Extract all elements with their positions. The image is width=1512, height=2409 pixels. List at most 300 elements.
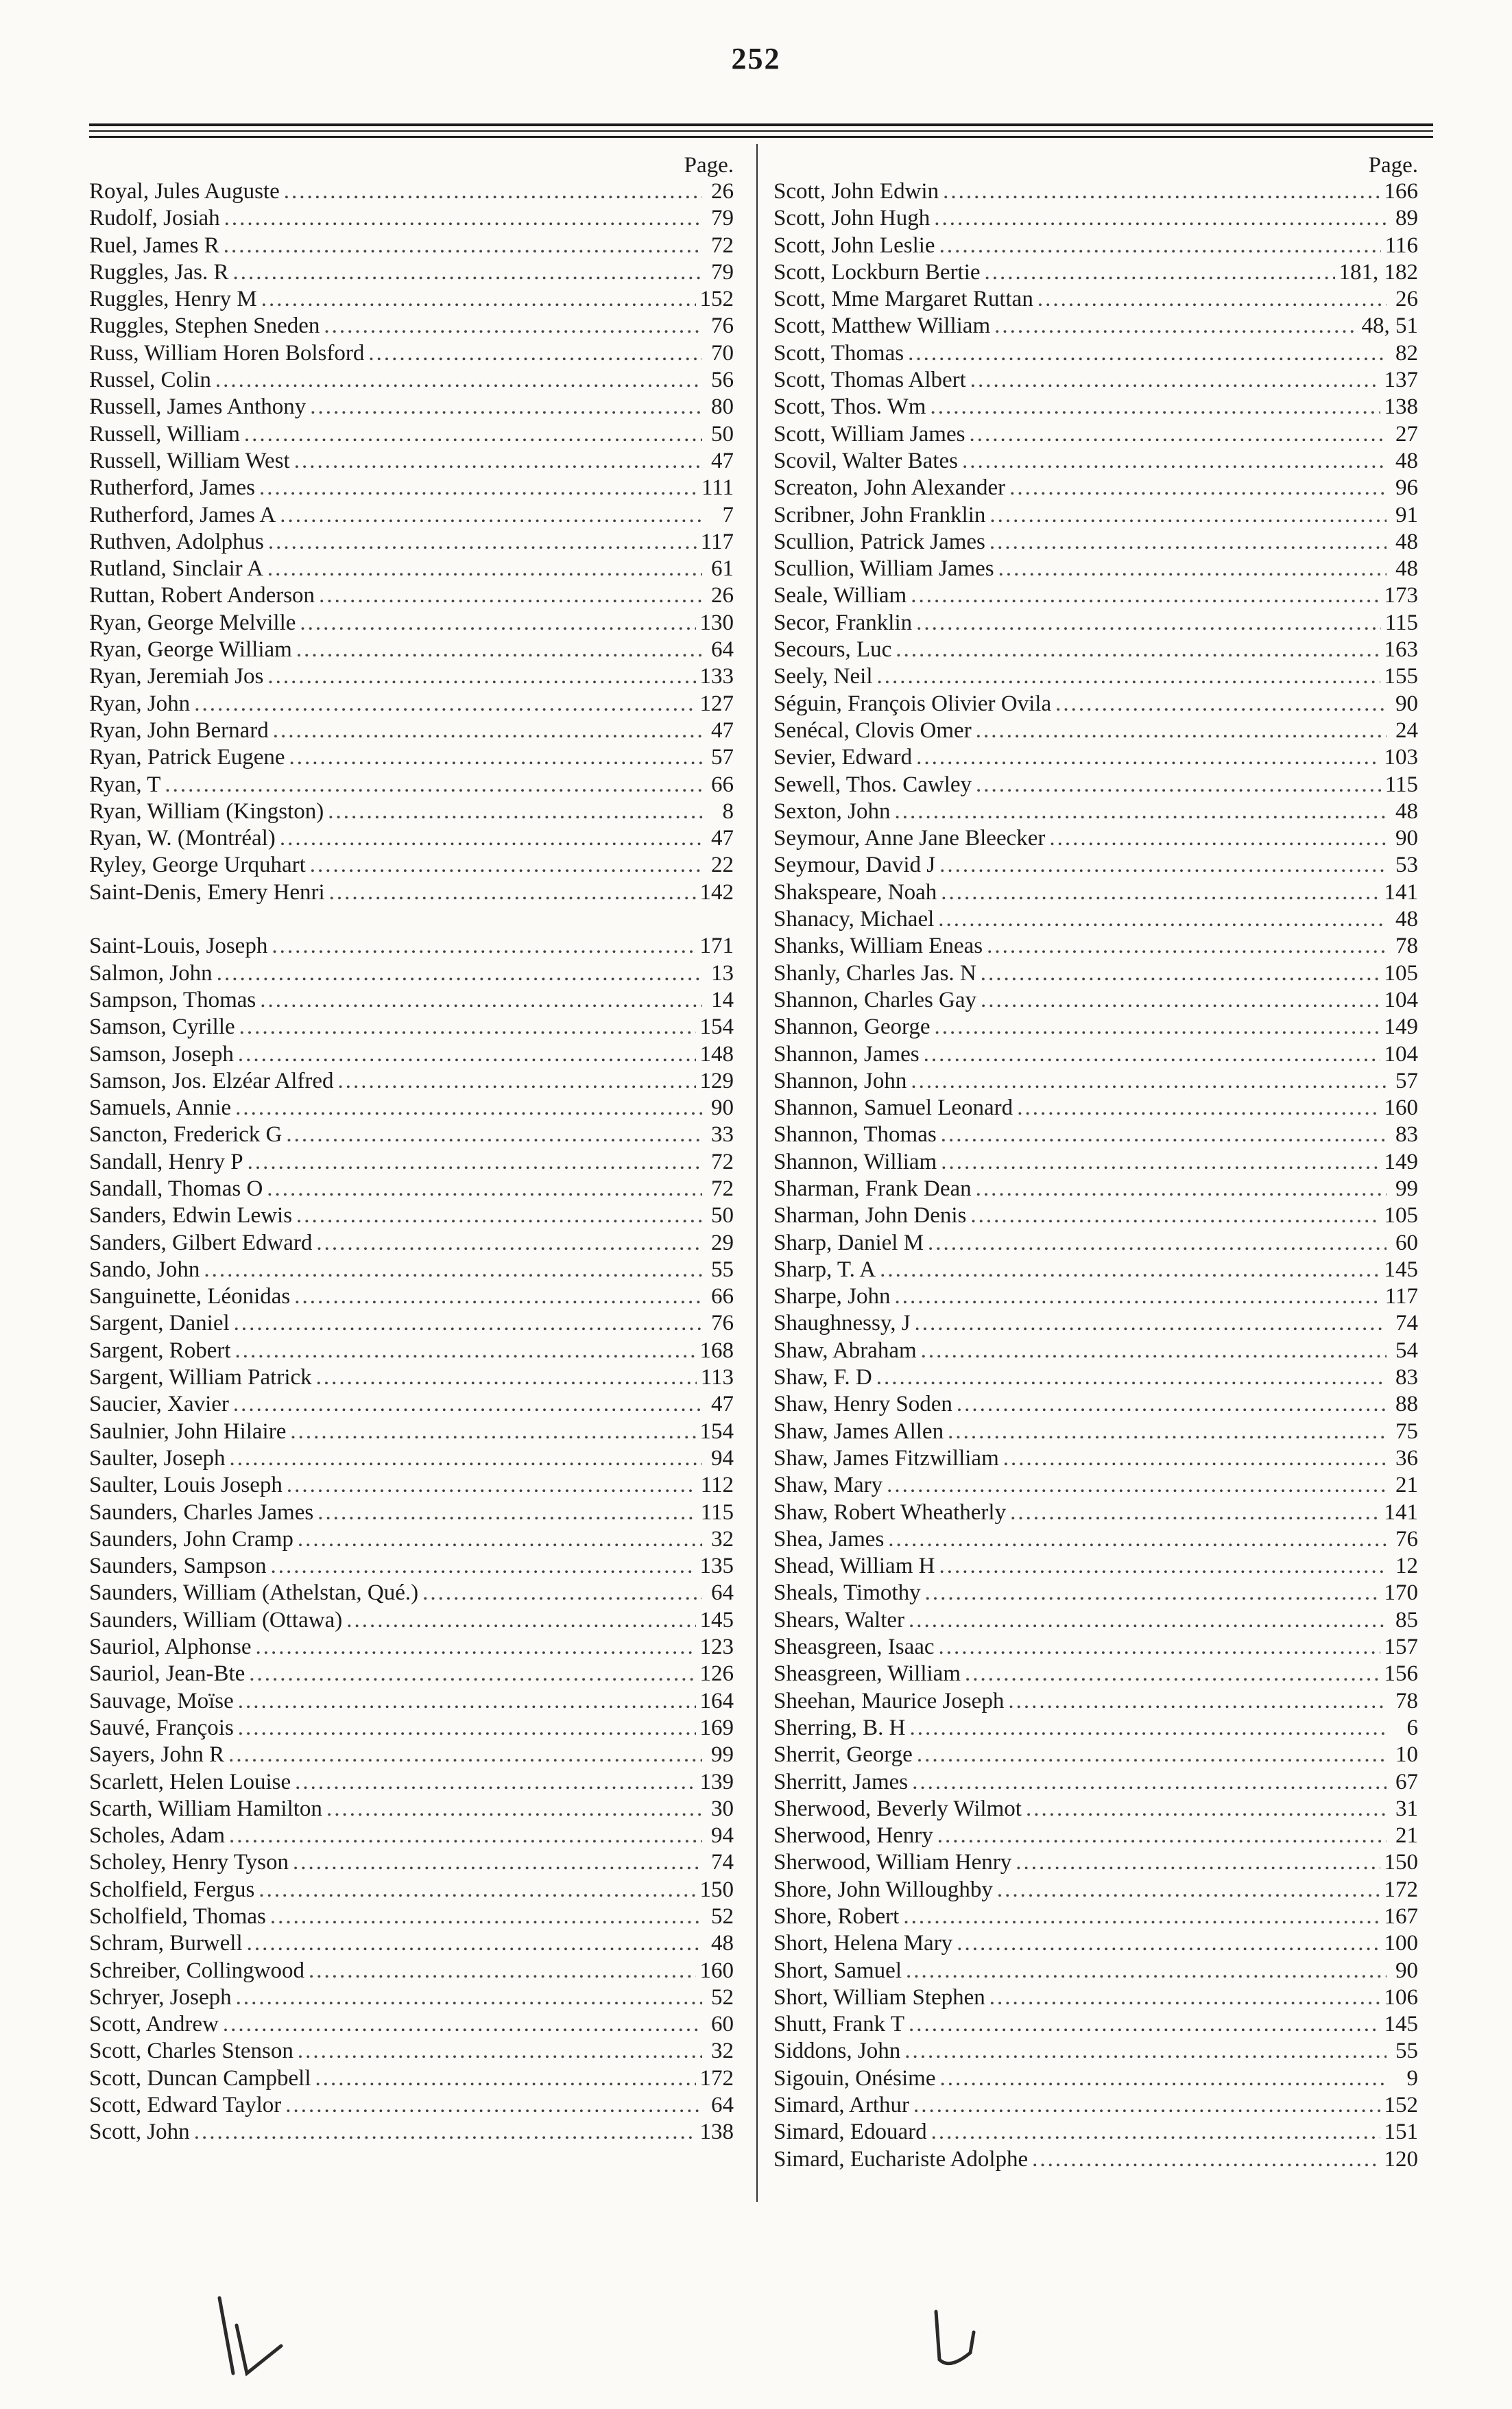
entry-page: 29 xyxy=(711,1230,734,1255)
dot-leader xyxy=(194,691,695,717)
entry-page: 21 xyxy=(1395,1823,1418,1849)
index-entry xyxy=(773,1364,1418,1391)
dot-leader xyxy=(939,1634,1380,1661)
dot-leader xyxy=(939,1553,1387,1580)
entry-page: 8 xyxy=(722,798,734,824)
entry-page: 74 xyxy=(711,1850,734,1875)
entry-page: 64 xyxy=(711,637,734,663)
index-entry xyxy=(773,1553,1418,1580)
entry-page: 6 xyxy=(1406,1715,1418,1740)
entry-page: 48 xyxy=(1395,556,1418,582)
entry-page: 120 xyxy=(1384,2146,1418,2172)
entry-name: Scarth, William Hamilton xyxy=(89,1796,322,1821)
entry-page: 66 xyxy=(711,1284,734,1309)
index-entry xyxy=(89,1796,734,1823)
index-entry xyxy=(773,1877,1418,1903)
index-entry xyxy=(89,1688,734,1715)
entry-page: 61 xyxy=(711,556,734,582)
dot-leader xyxy=(223,2011,702,2038)
dot-leader xyxy=(989,529,1387,556)
index-entry xyxy=(89,1472,734,1499)
dot-leader xyxy=(998,556,1387,582)
entry-page: 83 xyxy=(1395,1122,1418,1148)
entry-page: 78 xyxy=(1395,934,1418,959)
dot-leader xyxy=(997,1877,1380,1903)
dot-leader xyxy=(228,1742,702,1768)
entry-name: Shea, James xyxy=(773,1526,885,1552)
entry-page: 24 xyxy=(1395,717,1418,743)
entry-page: 115 xyxy=(1384,772,1418,797)
index-entry xyxy=(773,1149,1418,1176)
entry-page: 33 xyxy=(711,1122,734,1148)
header-rule xyxy=(89,123,1433,126)
index-entry xyxy=(773,259,1418,286)
entry-name: Ryan, W. (Montréal) xyxy=(89,826,276,851)
dot-leader xyxy=(296,637,702,663)
entry-name: Shaw, Henry Soden xyxy=(773,1392,952,1417)
entry-name: Royal, Jules Auguste xyxy=(89,179,280,204)
index-entry xyxy=(89,1553,734,1580)
entry-page: 150 xyxy=(1384,1850,1418,1875)
dot-leader xyxy=(948,1419,1387,1445)
entry-name: Scott, Andrew xyxy=(89,2012,219,2037)
index-entry xyxy=(773,1445,1418,1472)
index-entry xyxy=(89,1823,734,1849)
entry-name: Screaton, John Alexander xyxy=(773,475,1006,501)
entry-name: Sandall, Thomas O xyxy=(89,1176,263,1201)
entry-page: 55 xyxy=(1395,2039,1418,2064)
entry-name: Scott, Duncan Campbell xyxy=(89,2065,311,2091)
entry-page: 151 xyxy=(1384,2120,1418,2145)
dot-leader xyxy=(976,717,1387,744)
dot-leader xyxy=(229,1823,702,1849)
entry-name: Ryan, John xyxy=(89,691,191,716)
entry-page: 31 xyxy=(1395,1796,1418,1821)
entry-name: Sandall, Henry P xyxy=(89,1149,243,1174)
index-entry xyxy=(89,1041,734,1068)
index-entry xyxy=(89,1769,734,1796)
index-entry xyxy=(773,1391,1418,1418)
dot-leader xyxy=(941,1122,1387,1148)
page-number: 252 xyxy=(731,42,781,75)
entry-page: 126 xyxy=(699,1661,734,1687)
entry-name: Shaw, Mary xyxy=(773,1473,883,1498)
dot-leader xyxy=(239,1014,696,1041)
entry-name: Scott, Charles Stenson xyxy=(89,2039,293,2064)
dot-leader xyxy=(248,1149,702,1176)
index-entry xyxy=(89,313,734,340)
dot-leader xyxy=(300,610,695,637)
index-entry xyxy=(89,582,734,609)
dot-leader xyxy=(259,475,697,501)
dot-leader xyxy=(289,744,702,771)
index-entry xyxy=(89,1338,734,1364)
entry-name: Scott, Mme Margaret Ruttan xyxy=(773,287,1033,312)
dot-leader xyxy=(976,1176,1387,1202)
dot-leader xyxy=(1010,1499,1380,1526)
entry-name: Short, Samuel xyxy=(773,1958,902,1983)
entry-name: Shaw, James Allen xyxy=(773,1419,944,1444)
dot-leader xyxy=(888,1526,1387,1553)
entry-page: 48 xyxy=(711,1931,734,1956)
dot-leader xyxy=(319,582,702,609)
entry-name: Saint-Denis, Emery Henri xyxy=(89,879,325,905)
entry-name: Sargent, Daniel xyxy=(89,1311,230,1336)
index-entry xyxy=(89,663,734,690)
entry-page: 138 xyxy=(699,2120,734,2145)
entry-page: 26 xyxy=(711,179,734,204)
entry-name: Ruel, James R xyxy=(89,233,219,258)
entry-page: 13 xyxy=(711,960,734,986)
entry-page: 26 xyxy=(1395,287,1418,312)
dot-leader xyxy=(285,2092,702,2119)
header-rule xyxy=(89,136,1433,138)
entry-name: Sewell, Thos. Cawley xyxy=(773,772,972,797)
index-entry xyxy=(773,1338,1418,1364)
dot-leader xyxy=(969,421,1387,448)
entry-page: 154 xyxy=(699,1014,734,1040)
dot-leader xyxy=(233,259,702,286)
entry-page: 138 xyxy=(1384,394,1418,420)
dot-leader xyxy=(981,987,1380,1014)
dot-leader xyxy=(916,744,1380,771)
entry-page: 145 xyxy=(1384,1257,1418,1282)
index-entry xyxy=(773,421,1418,448)
dot-leader xyxy=(224,233,702,259)
dot-leader xyxy=(911,582,1380,609)
dot-leader xyxy=(247,1930,702,1957)
index-entry xyxy=(773,448,1418,475)
entry-name: Russell, James Anthony xyxy=(89,394,307,420)
entry-page: 89 xyxy=(1395,206,1418,231)
entry-name: Ryan, Patrick Eugene xyxy=(89,745,285,770)
dot-leader xyxy=(165,772,702,798)
entry-name: Shannon, James xyxy=(773,1041,920,1067)
entry-page: 141 xyxy=(1384,879,1418,905)
entry-name: Scott, John xyxy=(89,2120,190,2145)
entry-name: Sauvé, François xyxy=(89,1715,234,1740)
dot-leader xyxy=(238,1041,696,1068)
entry-page: 64 xyxy=(711,1580,734,1606)
entry-page: 79 xyxy=(711,259,734,285)
dot-leader xyxy=(267,663,695,690)
entry-name: Shutt, Frank T xyxy=(773,2012,904,2037)
index-entry xyxy=(89,502,734,529)
dot-leader xyxy=(1049,825,1387,852)
entry-page: 50 xyxy=(711,421,734,447)
dot-leader xyxy=(233,1391,702,1418)
entry-page: 123 xyxy=(699,1635,734,1660)
dot-leader xyxy=(931,2119,1380,2146)
entry-name: Scarlett, Helen Louise xyxy=(89,1769,291,1794)
entry-page: 156 xyxy=(1384,1661,1418,1687)
entry-page: 163 xyxy=(1384,637,1418,663)
entry-name: Scholey, Henry Tyson xyxy=(89,1850,289,1875)
dot-leader xyxy=(925,1580,1380,1606)
dot-leader xyxy=(294,1283,702,1310)
entry-page: 100 xyxy=(1384,1931,1418,1956)
entry-name: Scribner, John Franklin xyxy=(773,502,986,527)
entry-name: Sargent, Robert xyxy=(89,1338,231,1363)
entry-name: Scott, Edward Taylor xyxy=(89,2093,282,2118)
index-entry xyxy=(89,1903,734,1930)
entry-name: Shannon, Thomas xyxy=(773,1122,937,1148)
index-entry xyxy=(773,1958,1418,1984)
index-entry xyxy=(773,233,1418,259)
entry-page: 160 xyxy=(1384,1095,1418,1121)
entry-name: Sando, John xyxy=(89,1257,200,1282)
entry-page: 130 xyxy=(699,610,734,635)
entry-name: Rutherford, James A xyxy=(89,502,276,527)
entry-page: 164 xyxy=(699,1688,734,1713)
index-entry xyxy=(773,933,1418,960)
index-entry xyxy=(89,1526,734,1553)
entry-name: Scott, Thomas Albert xyxy=(773,368,966,393)
dot-leader xyxy=(903,1903,1380,1930)
index-entry xyxy=(773,2119,1418,2146)
entry-name: Salmon, John xyxy=(89,960,213,986)
index-entry xyxy=(89,960,734,987)
entry-name: Sherwood, Beverly Wilmot xyxy=(773,1796,1022,1821)
dot-leader xyxy=(1055,691,1387,717)
dot-leader xyxy=(911,1068,1387,1095)
column-divider xyxy=(756,144,758,2202)
entry-page: 53 xyxy=(1395,853,1418,878)
index-entry xyxy=(89,798,734,825)
index-entry xyxy=(773,1903,1418,1930)
entry-name: Shaughnessy, J xyxy=(773,1311,911,1336)
dot-leader xyxy=(286,1122,702,1148)
entry-name: Séguin, François Olivier Ovila xyxy=(773,691,1052,716)
entry-name: Samuels, Annie xyxy=(89,1095,232,1121)
index-entry xyxy=(773,2092,1418,2119)
entry-name: Saulnier, John Hilaire xyxy=(89,1419,287,1444)
entry-page: 90 xyxy=(1395,691,1418,716)
dot-leader xyxy=(935,1014,1380,1041)
entry-page: 169 xyxy=(699,1715,734,1740)
entry-page: 7 xyxy=(722,502,734,527)
dot-leader xyxy=(217,960,702,987)
entry-page: 79 xyxy=(711,206,734,231)
entry-name: Shaw, F. D xyxy=(773,1365,872,1390)
entry-page: 172 xyxy=(699,2065,734,2091)
index-entry xyxy=(773,1257,1418,1283)
index-entry xyxy=(773,637,1418,663)
entry-page: 80 xyxy=(711,394,734,420)
entry-name: Ryan, George William xyxy=(89,637,292,663)
entry-page: 60 xyxy=(1395,1230,1418,1255)
entry-page: 168 xyxy=(699,1338,734,1363)
index-column-left xyxy=(89,152,734,2146)
index-entry xyxy=(89,1149,734,1176)
entry-page: 91 xyxy=(1395,502,1418,527)
entry-page: 170 xyxy=(1384,1580,1418,1606)
index-entry xyxy=(773,1607,1418,1634)
entry-page: 83 xyxy=(1395,1365,1418,1390)
entry-page: 115 xyxy=(1384,610,1418,635)
entry-name: Ruggles, Jas. R xyxy=(89,259,229,285)
dot-leader xyxy=(422,1580,702,1606)
dot-leader xyxy=(989,1984,1380,2011)
entry-name: Shears, Walter xyxy=(773,1607,905,1633)
index-entry xyxy=(89,1849,734,1876)
dot-leader xyxy=(315,2065,696,2092)
entry-page: 26 xyxy=(711,583,734,608)
entry-page: 135 xyxy=(699,1554,734,1579)
dot-leader xyxy=(962,448,1387,475)
entry-name: Shannon, John xyxy=(773,1068,907,1093)
index-entry xyxy=(89,421,734,448)
dot-leader xyxy=(916,610,1381,637)
dot-leader xyxy=(346,1607,695,1634)
dot-leader xyxy=(224,205,702,232)
dot-leader xyxy=(328,798,702,825)
entry-name: Saulter, Louis Joseph xyxy=(89,1473,283,1498)
entry-name: Sargent, William Patrick xyxy=(89,1365,312,1390)
index-entry xyxy=(773,1930,1418,1957)
entry-name: Sauvage, Moïse xyxy=(89,1688,234,1713)
dot-leader xyxy=(887,1472,1387,1499)
entry-name: Sigouin, Onésime xyxy=(773,2065,936,2091)
dot-leader xyxy=(904,2038,1387,2065)
dot-leader xyxy=(877,663,1380,690)
dot-leader xyxy=(880,1257,1380,1283)
index-entry xyxy=(773,1499,1418,1526)
entry-name: Seale, William xyxy=(773,583,907,608)
dot-leader xyxy=(976,772,1381,798)
dot-leader xyxy=(938,906,1387,933)
entry-page: 139 xyxy=(699,1769,734,1794)
index-entry xyxy=(773,717,1418,744)
index-entry xyxy=(773,1526,1418,1553)
index-entry xyxy=(89,1634,734,1661)
entry-name: Sherwood, William Henry xyxy=(773,1850,1012,1875)
dot-leader xyxy=(909,2011,1380,2038)
entry-page: 173 xyxy=(1384,583,1418,608)
dot-leader xyxy=(294,448,702,475)
dot-leader xyxy=(981,960,1380,987)
index-entry xyxy=(773,1769,1418,1796)
index-entry xyxy=(773,502,1418,529)
entry-name: Sharpe, John xyxy=(773,1284,891,1309)
dot-leader xyxy=(234,1310,702,1337)
entry-name: Senécal, Clovis Omer xyxy=(773,717,972,743)
index-entry xyxy=(89,1176,734,1202)
index-entry xyxy=(773,772,1418,798)
entry-page: 115 xyxy=(700,1499,734,1525)
entry-page: 106 xyxy=(1384,1984,1418,2010)
index-entry xyxy=(89,1419,734,1445)
dot-leader xyxy=(204,1257,702,1283)
entry-page: 57 xyxy=(711,745,734,770)
index-entry xyxy=(89,2092,734,2119)
dot-leader xyxy=(1032,2146,1380,2173)
entry-name: Sheehan, Maurice Joseph xyxy=(773,1688,1005,1713)
index-entry xyxy=(89,1742,734,1768)
entry-page: 75 xyxy=(1395,1419,1418,1444)
dot-leader xyxy=(284,178,702,205)
dot-leader xyxy=(934,205,1387,232)
entry-name: Samson, Joseph xyxy=(89,1041,234,1067)
entry-list xyxy=(773,178,1418,2173)
index-entry xyxy=(89,2065,734,2092)
entry-name: Sheasgreen, Isaac xyxy=(773,1635,935,1660)
entry-name: Seely, Neil xyxy=(773,664,873,689)
index-entry xyxy=(773,663,1418,690)
index-entry xyxy=(773,1068,1418,1095)
entry-name: Scullion, William James xyxy=(773,556,994,582)
index-entry xyxy=(773,960,1418,987)
entry-name: Samson, Cyrille xyxy=(89,1014,235,1040)
entry-name: Scott, Thomas xyxy=(773,340,904,366)
entry-name: Saucier, Xavier xyxy=(89,1392,229,1417)
entry-page: 104 xyxy=(1384,987,1418,1012)
entry-name: Russell, William xyxy=(89,421,240,447)
entry-name: Secours, Luc xyxy=(773,637,892,663)
entry-page: 85 xyxy=(1395,1607,1418,1633)
dot-leader xyxy=(235,1338,696,1364)
index-entry xyxy=(89,1122,734,1148)
dot-leader xyxy=(915,1310,1387,1337)
entry-name: Scott, Matthew William xyxy=(773,313,991,339)
dot-leader xyxy=(917,1742,1387,1768)
index-entry xyxy=(89,1230,734,1257)
dot-leader xyxy=(259,1877,695,1903)
index-entry xyxy=(773,556,1418,582)
entry-page: 32 xyxy=(711,1526,734,1552)
entry-page: 113 xyxy=(700,1365,734,1390)
entry-page: 21 xyxy=(1395,1473,1418,1498)
entry-name: Scott, Lockburn Bertie xyxy=(773,259,981,285)
dot-leader xyxy=(941,879,1380,906)
entry-page: 30 xyxy=(711,1796,734,1821)
entry-name: Shead, William H xyxy=(773,1554,935,1579)
entry-name: Seymour, Anne Jane Bleecker xyxy=(773,826,1046,851)
dot-leader xyxy=(896,637,1380,663)
entry-name: Sampson, Thomas xyxy=(89,987,256,1012)
entry-page: 10 xyxy=(1395,1742,1418,1768)
entry-name: Shanacy, Michael xyxy=(773,907,935,932)
dot-leader xyxy=(924,1041,1380,1068)
dot-leader xyxy=(1009,475,1387,501)
entry-name: Ryan, Jeremiah Jos xyxy=(89,664,264,689)
entry-page: 57 xyxy=(1395,1068,1418,1093)
dot-leader xyxy=(293,1849,702,1876)
index-entry xyxy=(773,2146,1418,2173)
entry-name: Ruttan, Robert Anderson xyxy=(89,583,315,608)
dot-leader xyxy=(368,340,702,367)
dot-leader xyxy=(270,1903,702,1930)
entry-page: 142 xyxy=(699,879,734,905)
entry-name: Simard, Euchariste Adolphe xyxy=(773,2146,1029,2172)
entry-page: 90 xyxy=(1395,826,1418,851)
entry-name: Scovil, Walter Bates xyxy=(773,448,958,473)
index-entry xyxy=(89,1877,734,1903)
entry-name: Shanks, William Eneas xyxy=(773,934,983,959)
entry-page: 148 xyxy=(699,1041,734,1067)
index-entry xyxy=(89,1310,734,1337)
entry-page: 171 xyxy=(699,934,734,959)
dot-leader xyxy=(994,313,1357,340)
index-entry xyxy=(773,987,1418,1014)
entry-page: 117 xyxy=(700,529,734,554)
dot-leader xyxy=(937,1823,1387,1849)
entry-name: Ryan, T xyxy=(89,772,161,797)
index-entry xyxy=(89,933,734,960)
entry-name: Sherwood, Henry xyxy=(773,1823,933,1849)
entry-name: Sauriol, Alphonse xyxy=(89,1635,252,1660)
index-entry xyxy=(773,1472,1418,1499)
